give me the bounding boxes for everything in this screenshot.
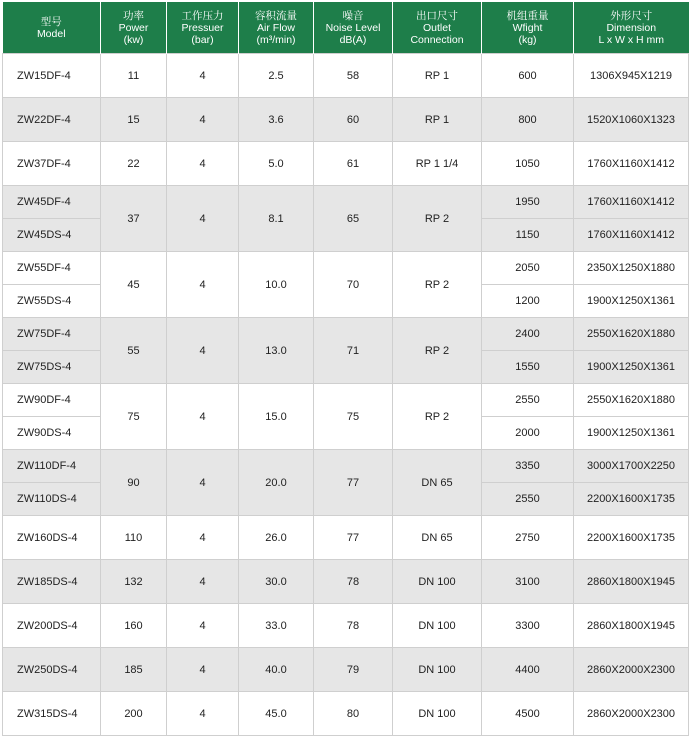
power-cell: 11: [101, 54, 167, 98]
header-label: 功率: [123, 9, 144, 22]
noise-cell: 70: [314, 252, 393, 318]
weight-cell: 1050: [482, 142, 574, 186]
outlet-cell: DN 65: [393, 450, 482, 516]
model-cell: ZW45DS-4: [3, 219, 101, 252]
noise-cell: 77: [314, 450, 393, 516]
power-cell: 45: [101, 252, 167, 318]
table-row: [3, 648, 689, 692]
weight-cell: 3100: [482, 560, 574, 604]
model-cell: ZW55DF-4: [3, 252, 101, 285]
dimension-cell: 1900X1250X1361: [574, 351, 689, 384]
weight-cell: 600: [482, 54, 574, 98]
noise-cell: 61: [314, 142, 393, 186]
noise-cell: 58: [314, 54, 393, 98]
airflow-cell: 13.0: [239, 318, 314, 384]
weight-cell: 2550: [482, 483, 574, 516]
noise-cell: 60: [314, 98, 393, 142]
dimension-cell: 2860X1800X1945: [574, 560, 689, 604]
header-label: Model: [36, 27, 66, 40]
header-power: [101, 2, 167, 54]
dimension-cell: 2200X1600X1735: [574, 483, 689, 516]
header-pressure: [167, 2, 239, 54]
header-label: Outlet: [422, 21, 451, 34]
model-cell: ZW200DS-4: [3, 604, 101, 648]
header-airflow: [239, 2, 314, 54]
spec-table: [2, 2, 689, 736]
header-label: 型号: [40, 15, 62, 28]
header-label: 工作压力: [181, 9, 224, 22]
pressure-cell: 4: [167, 54, 239, 98]
outlet-cell: RP 1: [393, 98, 482, 142]
weight-cell: 2750: [482, 516, 574, 560]
pressure-cell: 4: [167, 560, 239, 604]
pressure-cell: 4: [167, 142, 239, 186]
pressure-cell: 4: [167, 450, 239, 516]
weight-cell: 3300: [482, 604, 574, 648]
outlet-cell: RP 1 1/4: [393, 142, 482, 186]
header-dimension: [574, 2, 689, 54]
airflow-cell: 8.1: [239, 186, 314, 252]
weight-cell: 1950: [482, 186, 574, 219]
noise-cell: 80: [314, 692, 393, 736]
pressure-cell: 4: [167, 692, 239, 736]
header-label: 出口尺寸: [416, 9, 458, 22]
power-cell: 132: [101, 560, 167, 604]
airflow-cell: 5.0: [239, 142, 314, 186]
outlet-cell: DN 100: [393, 604, 482, 648]
power-cell: 185: [101, 648, 167, 692]
outlet-cell: RP 2: [393, 252, 482, 318]
dimension-cell: 2860X2000X2300: [574, 648, 689, 692]
table-row: [3, 450, 689, 483]
weight-cell: 3350: [482, 450, 574, 483]
outlet-cell: RP 2: [393, 318, 482, 384]
header-model: [3, 2, 101, 54]
noise-cell: 79: [314, 648, 393, 692]
outlet-cell: RP 2: [393, 384, 482, 450]
table-row: [3, 692, 689, 736]
header-unit: (m³/min): [256, 33, 296, 46]
header-unit: (bar): [191, 33, 214, 46]
model-cell: ZW37DF-4: [3, 142, 101, 186]
header-label: 机组重量: [506, 9, 549, 22]
header-weight: [482, 2, 574, 54]
model-cell: ZW110DF-4: [3, 450, 101, 483]
power-cell: 200: [101, 692, 167, 736]
header-row: [3, 2, 689, 54]
dimension-cell: 1306X945X1219: [574, 54, 689, 98]
pressure-cell: 4: [167, 516, 239, 560]
weight-cell: 2400: [482, 318, 574, 351]
power-cell: 90: [101, 450, 167, 516]
model-cell: ZW315DS-4: [3, 692, 101, 736]
airflow-cell: 45.0: [239, 692, 314, 736]
dimension-cell: 1760X1160X1412: [574, 142, 689, 186]
noise-cell: 78: [314, 604, 393, 648]
noise-cell: 77: [314, 516, 393, 560]
header-label: Wfight: [512, 21, 543, 34]
table-row: [3, 318, 689, 351]
dimension-cell: 2860X2000X2300: [574, 692, 689, 736]
power-cell: 55: [101, 318, 167, 384]
noise-cell: 75: [314, 384, 393, 450]
weight-cell: 4400: [482, 648, 574, 692]
model-cell: ZW250DS-4: [3, 648, 101, 692]
airflow-cell: 40.0: [239, 648, 314, 692]
pressure-cell: 4: [167, 318, 239, 384]
model-cell: ZW90DF-4: [3, 384, 101, 417]
header-label: 容积流量: [255, 9, 297, 22]
airflow-cell: 15.0: [239, 384, 314, 450]
power-cell: 22: [101, 142, 167, 186]
pressure-cell: 4: [167, 648, 239, 692]
table-body: [3, 54, 689, 736]
dimension-cell: 2550X1620X1880: [574, 318, 689, 351]
header-label: Noise Level: [325, 21, 381, 34]
power-cell: 110: [101, 516, 167, 560]
airflow-cell: 3.6: [239, 98, 314, 142]
header-unit: (kg): [518, 33, 537, 46]
noise-cell: 78: [314, 560, 393, 604]
weight-cell: 4500: [482, 692, 574, 736]
model-cell: ZW22DF-4: [3, 98, 101, 142]
dimension-cell: 2350X1250X1880: [574, 252, 689, 285]
power-cell: 37: [101, 186, 167, 252]
outlet-cell: DN 65: [393, 516, 482, 560]
power-cell: 15: [101, 98, 167, 142]
model-cell: ZW75DS-4: [3, 351, 101, 384]
header-label: Power: [118, 21, 149, 34]
table-row: [3, 98, 689, 142]
pressure-cell: 4: [167, 98, 239, 142]
weight-cell: 2050: [482, 252, 574, 285]
airflow-cell: 20.0: [239, 450, 314, 516]
model-cell: ZW185DS-4: [3, 560, 101, 604]
airflow-cell: 30.0: [239, 560, 314, 604]
power-cell: 160: [101, 604, 167, 648]
outlet-cell: RP 2: [393, 186, 482, 252]
dimension-cell: 1760X1160X1412: [574, 219, 689, 252]
dimension-cell: 2860X1800X1945: [574, 604, 689, 648]
dimension-cell: 1520X1060X1323: [574, 98, 689, 142]
header-unit: L x W x H mm: [598, 33, 665, 46]
header-noise: [314, 2, 393, 54]
table-row: [3, 384, 689, 417]
weight-cell: 2550: [482, 384, 574, 417]
pressure-cell: 4: [167, 604, 239, 648]
pressure-cell: 4: [167, 252, 239, 318]
weight-cell: 1150: [482, 219, 574, 252]
model-cell: ZW45DF-4: [3, 186, 101, 219]
outlet-cell: DN 100: [393, 648, 482, 692]
header-unit: dB(A): [339, 33, 367, 46]
dimension-cell: 2200X1600X1735: [574, 516, 689, 560]
power-cell: 75: [101, 384, 167, 450]
model-cell: ZW55DS-4: [3, 285, 101, 318]
noise-cell: 65: [314, 186, 393, 252]
weight-cell: 1200: [482, 285, 574, 318]
model-cell: ZW160DS-4: [3, 516, 101, 560]
dimension-cell: 2550X1620X1880: [574, 384, 689, 417]
model-cell: ZW110DS-4: [3, 483, 101, 516]
airflow-cell: 2.5: [239, 54, 314, 98]
outlet-cell: DN 100: [393, 560, 482, 604]
model-cell: ZW15DF-4: [3, 54, 101, 98]
outlet-cell: DN 100: [393, 692, 482, 736]
header-unit: Connection: [410, 33, 464, 46]
noise-cell: 71: [314, 318, 393, 384]
dimension-cell: 1900X1250X1361: [574, 417, 689, 450]
model-cell: ZW75DF-4: [3, 318, 101, 351]
pressure-cell: 4: [167, 384, 239, 450]
table-row: [3, 604, 689, 648]
airflow-cell: 10.0: [239, 252, 314, 318]
table-row: [3, 54, 689, 98]
model-cell: ZW90DS-4: [3, 417, 101, 450]
header-label: 噪音: [342, 9, 364, 22]
table-row: [3, 186, 689, 219]
header-label: Dimension: [606, 21, 657, 34]
weight-cell: 2000: [482, 417, 574, 450]
header-outlet: [393, 2, 482, 54]
header-label: Pressuer: [181, 21, 224, 34]
header-unit: (kw): [123, 33, 144, 46]
weight-cell: 800: [482, 98, 574, 142]
dimension-cell: 3000X1700X2250: [574, 450, 689, 483]
pressure-cell: 4: [167, 186, 239, 252]
table-row: [3, 516, 689, 560]
dimension-cell: 1900X1250X1361: [574, 285, 689, 318]
dimension-cell: 1760X1160X1412: [574, 186, 689, 219]
outlet-cell: RP 1: [393, 54, 482, 98]
table-row: [3, 252, 689, 285]
weight-cell: 1550: [482, 351, 574, 384]
table-row: [3, 560, 689, 604]
table-row: [3, 142, 689, 186]
header-label: 外形尺寸: [610, 9, 653, 22]
airflow-cell: 33.0: [239, 604, 314, 648]
airflow-cell: 26.0: [239, 516, 314, 560]
header-label: Air Flow: [257, 21, 295, 34]
